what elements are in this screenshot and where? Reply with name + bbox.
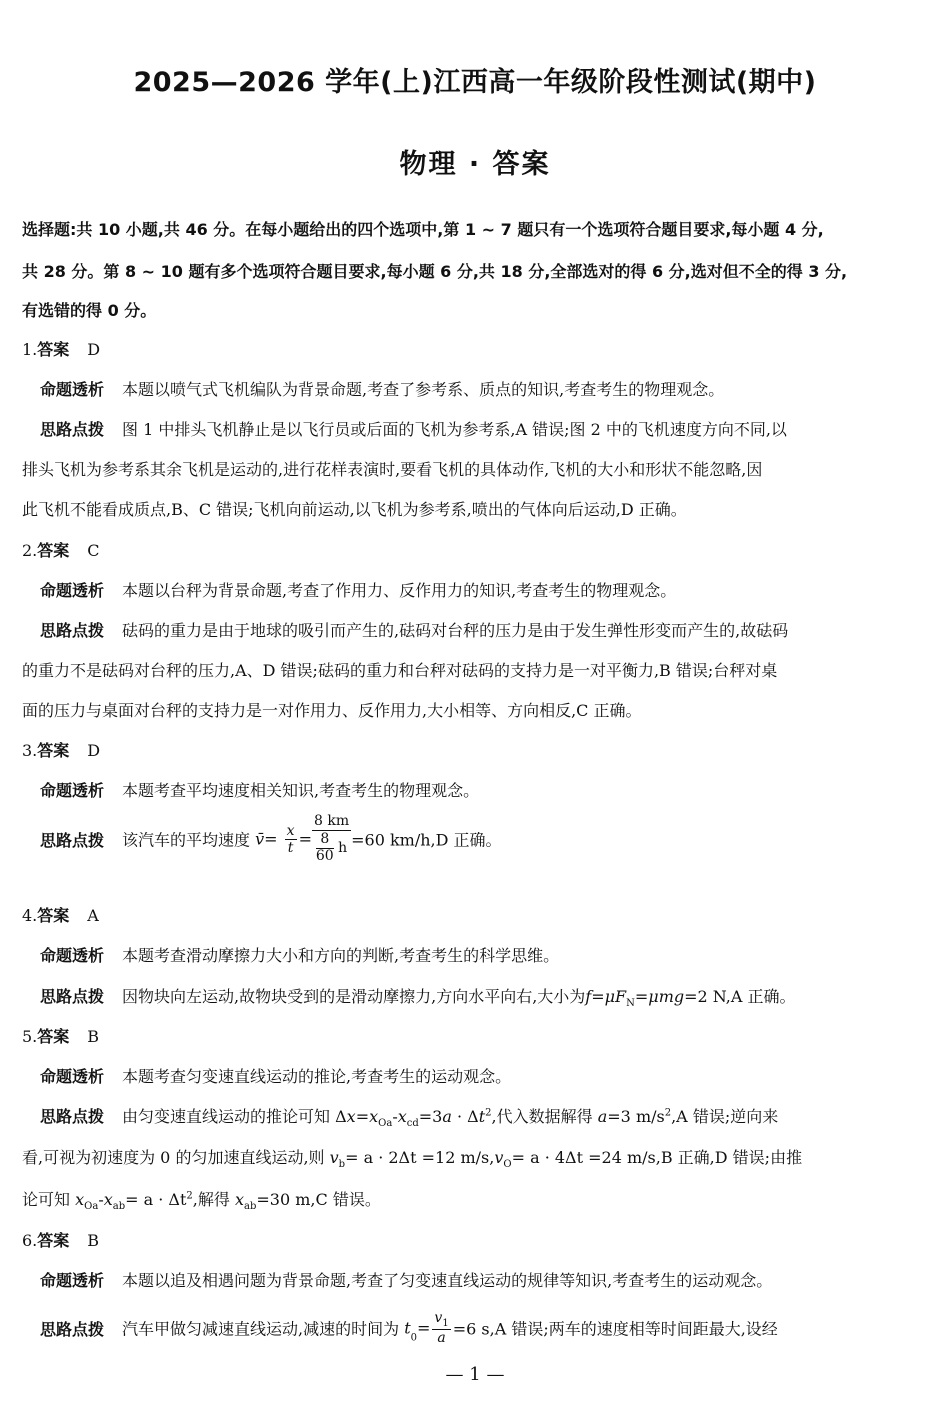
q3-eq-2: = (298, 829, 312, 849)
q1-intent-label: 命题透析 (40, 380, 105, 399)
q1-hint-text-1: 图 1 中排头飞机静止是以飞行员或后面的飞机为参考系,A 错误;图 2 中的飞机速度方向不同,以 (122, 420, 787, 439)
q5-a-val: =3 m/s (607, 1107, 665, 1126)
q5-hint-line-2 (22, 1145, 802, 1170)
q2-intent-text: 本题以台秤为背景命题,考查了作用力、反作用力的知识,考查考生的物理观念。 (122, 581, 677, 600)
q4-hint-label: 思路点拨 (40, 987, 105, 1006)
q2-intent-label: 命题透析 (40, 581, 105, 600)
q1-hint-label: 思路点拨 (40, 420, 105, 439)
intro-line-1: 选择题:共 10 小题,共 46 分。在每小题给出的四个选项中,第 1 ~ 7 题只有一个选项符合题目要求,每小题 4 分, (22, 220, 824, 239)
q3-intent-line (40, 778, 479, 801)
q3-inner-num: 8 (316, 832, 334, 848)
q5-x-5: x (103, 1190, 113, 1209)
q1-intent-text: 本题以喷气式飞机编队为背景命题,考查了参考系、质点的知识,考查考生的物理观念。 (122, 380, 725, 399)
q6-a: a (437, 1330, 446, 1347)
q4-eq-2: = (634, 987, 649, 1006)
q6-hint-pre: 汽车甲做匀减速直线运动,减速的时间为 (122, 1319, 400, 1339)
q1-hint-line-3: 此飞机不能看成质点,B、C 错误;飞机向前运动,以飞机为参考系,喷出的气体向后运动,D 正确。 (22, 500, 687, 519)
q5-hint2-pre: 看,可视为初速度为 0 的匀加速直线运动,则 (22, 1148, 325, 1167)
q2-hint-line-2: 的重力不是砝码对台秤的压力,A、D 错误;砝码的重力和台秤对砝码的支持力是一对平衡力,B 错误;台秤对桌 (22, 661, 778, 680)
q3-hint-line (40, 814, 502, 864)
q5-x-1: x (346, 1107, 356, 1126)
q3-v-bar: v̄ (255, 829, 265, 849)
page-subtitle: 物理 · 答案 (399, 149, 551, 180)
q2-hint-label: 思路点拨 (40, 621, 105, 640)
q5-a-1: a (442, 1107, 452, 1126)
q1-intent-line (40, 377, 724, 400)
q4-eq-1: = (591, 987, 605, 1006)
q5-answer-line (22, 1024, 99, 1047)
q5-a-2: a (597, 1107, 608, 1126)
q6-eq: = (417, 1318, 431, 1338)
q2-hint-line-3: 面的压力与桌面对台秤的支持力是一对作用力、反作用力,大小相等、方向相反,C 正确。 (22, 701, 642, 720)
q4-intent-line (40, 943, 559, 966)
q5-xab-val: =30 m,C 错误。 (256, 1190, 381, 1209)
q4-intent-label: 命题透析 (40, 946, 105, 965)
q3-answer-value: D (87, 741, 101, 760)
q5-sub-ab-1: ab (112, 1201, 126, 1213)
q4-answer-label: 答案 (37, 906, 70, 925)
q4-hint-pre: 因物块向左运动,故物块受到的是滑动摩擦力,方向水平向右,大小为 (122, 987, 586, 1006)
q4-intent-text: 本题考查滑动摩擦力大小和方向的判断,考查考生的科学思维。 (122, 946, 560, 965)
q5-sq-2: 2 (664, 1107, 672, 1119)
q6-hint-label: 思路点拨 (40, 1319, 105, 1339)
q3-intent-label: 命题透析 (40, 781, 105, 800)
q6-hint-line (40, 1310, 778, 1346)
q3-intent-text: 本题考查平均速度相关知识,考查考生的物理观念。 (122, 781, 480, 800)
q5-eq-1: = (355, 1107, 370, 1126)
q5-hint3-mid: = a · Δt (125, 1190, 187, 1209)
q5-three: =3 (418, 1107, 443, 1126)
q5-x-6: x (234, 1190, 244, 1209)
q4-mu-1: μ (604, 987, 616, 1006)
q5-hint1-post: ,A 错误;逆向来 (671, 1107, 779, 1126)
q5-answer-label: 答案 (37, 1027, 70, 1046)
q6-intent-text: 本题以追及相遇问题为背景命题,考查了匀变速直线运动的规律等知识,考查考生的运动观念。 (122, 1271, 773, 1290)
q5-hint3-pre: 论可知 (22, 1190, 71, 1209)
q5-sub-b: b (338, 1159, 346, 1171)
page-number: — 1 — (445, 1364, 505, 1385)
q5-hint3-post: ,解得 (192, 1190, 230, 1209)
q5-dot-dt: · Δ (451, 1107, 479, 1126)
q6-v1: v (434, 1310, 443, 1326)
q5-x-4: x (75, 1190, 85, 1209)
q4-f: f (585, 987, 592, 1006)
q5-vo-val: = a · 4Δt =24 m/s,B 正确,D 错误;由推 (511, 1148, 803, 1167)
q5-hint1-mid: ,代入数据解得 (491, 1107, 593, 1126)
q3-fraction-km-over-h (312, 814, 351, 864)
q5-sub-ab-2: ab (244, 1201, 257, 1213)
q5-x-3: x (397, 1107, 407, 1126)
q2-hint-text-1: 砝码的重力是由于地球的吸引而产生的,砝码对台秤的压力是由于发生弹性形变而产生的,故砝码 (122, 621, 789, 640)
q5-v-1: v (329, 1148, 339, 1167)
q1-hint-line-2: 排头飞机为参考系其余飞机是运动的,进行花样表演时,要看飞机的具体动作,飞机的大小和形状不能忽略,因 (22, 460, 763, 479)
q5-number: 5. (22, 1027, 38, 1046)
q6-sub1: 1 (442, 1317, 449, 1329)
q6-intent-line (40, 1268, 772, 1291)
q5-hint1-pre: 由匀变速直线运动的推论可知 Δ (122, 1107, 347, 1126)
q3-answer-label: 答案 (37, 741, 70, 760)
q5-v-2: v (494, 1148, 504, 1167)
q5-sub-Oa-2: Oa (84, 1201, 99, 1213)
q5-sq-1: 2 (485, 1107, 492, 1119)
q4-answer-value: A (87, 906, 99, 925)
q2-number: 2. (22, 541, 38, 560)
q2-answer-value: C (87, 541, 100, 560)
q5-intent-label: 命题透析 (40, 1067, 105, 1086)
q6-answer-value: B (87, 1231, 100, 1250)
q2-answer-label: 答案 (37, 541, 70, 560)
q3-t: t (287, 839, 294, 856)
q4-sub-N: N (626, 998, 635, 1010)
q5-intent-text: 本题考查匀变速直线运动的推论,考查考生的运动观念。 (122, 1067, 512, 1086)
intro-line-2: 共 28 分。第 8 ~ 10 题有多个选项符合题目要求,每小题 6 分,共 18 分,全部选对的得 6 分,选对但不全的得 3 分, (22, 262, 848, 281)
q1-answer-value: D (87, 340, 101, 359)
q6-answer-label: 答案 (37, 1231, 70, 1250)
q3-answer-line (22, 738, 100, 761)
q5-hint-line-3 (22, 1187, 381, 1212)
q5-vb-val: = a · 2Δt =12 m/s, (345, 1148, 495, 1167)
q3-eq-1: = (264, 829, 278, 849)
q5-minus-1: - (392, 1107, 398, 1126)
q3-hint-label: 思路点拨 (40, 830, 105, 850)
q1-answer-label: 答案 (37, 340, 70, 359)
q6-intent-label: 命题透析 (40, 1271, 105, 1290)
q5-answer-value: B (87, 1027, 100, 1046)
q3-km: 8 km (312, 814, 351, 831)
q6-sub0: 0 (410, 1332, 418, 1344)
q5-sub-O: O (503, 1159, 512, 1171)
q2-intent-line (40, 578, 676, 601)
q3-h: h (338, 840, 348, 857)
q5-sub-cd: cd (406, 1118, 419, 1130)
q4-hint-line (40, 984, 796, 1009)
q5-hint-line-1 (40, 1104, 778, 1129)
q6-t0: t (404, 1318, 411, 1338)
q1-number: 1. (22, 340, 38, 359)
q3-x: x (286, 822, 295, 839)
q4-F: F (615, 987, 627, 1006)
q5-x-2: x (369, 1107, 379, 1126)
q3-hint-post: =60 km/h,D 正确。 (351, 830, 502, 850)
q5-t: t (478, 1107, 486, 1126)
q5-sq-3: 2 (186, 1190, 193, 1202)
q3-number: 3. (22, 741, 38, 760)
q3-inner-den: 60 (315, 847, 334, 864)
q4-number: 4. (22, 906, 38, 925)
q6-answer-line (22, 1228, 99, 1251)
q4-hint-post: =2 N,A 正确。 (684, 987, 796, 1006)
page-title: 2025—2026 学年(上)江西高一年级阶段性测试(期中) (133, 67, 817, 98)
q5-hint-label: 思路点拨 (40, 1107, 105, 1126)
q5-sub-Oa: Oa (378, 1118, 393, 1130)
q4-mu-2: μ (648, 987, 659, 1006)
q4-mg: mg (658, 987, 685, 1006)
q2-answer-line (22, 538, 100, 561)
q3-fraction-x-over-t (285, 823, 297, 856)
q6-hint-post: =6 s,A 错误;两车的速度相等时间距最大,设经 (452, 1319, 778, 1339)
q4-answer-line (22, 903, 99, 926)
q1-answer-line (22, 337, 100, 360)
q3-hint-pre: 该汽车的平均速度 (122, 830, 251, 850)
q6-fraction-v1-over-a (432, 1310, 450, 1346)
q6-number: 6. (22, 1231, 38, 1250)
q2-hint-line-1 (40, 618, 788, 641)
q5-minus-2: - (98, 1190, 104, 1209)
q1-hint-line-1 (40, 417, 787, 440)
intro-line-3: 有选错的得 0 分。 (22, 301, 157, 320)
q5-intent-line (40, 1064, 511, 1087)
